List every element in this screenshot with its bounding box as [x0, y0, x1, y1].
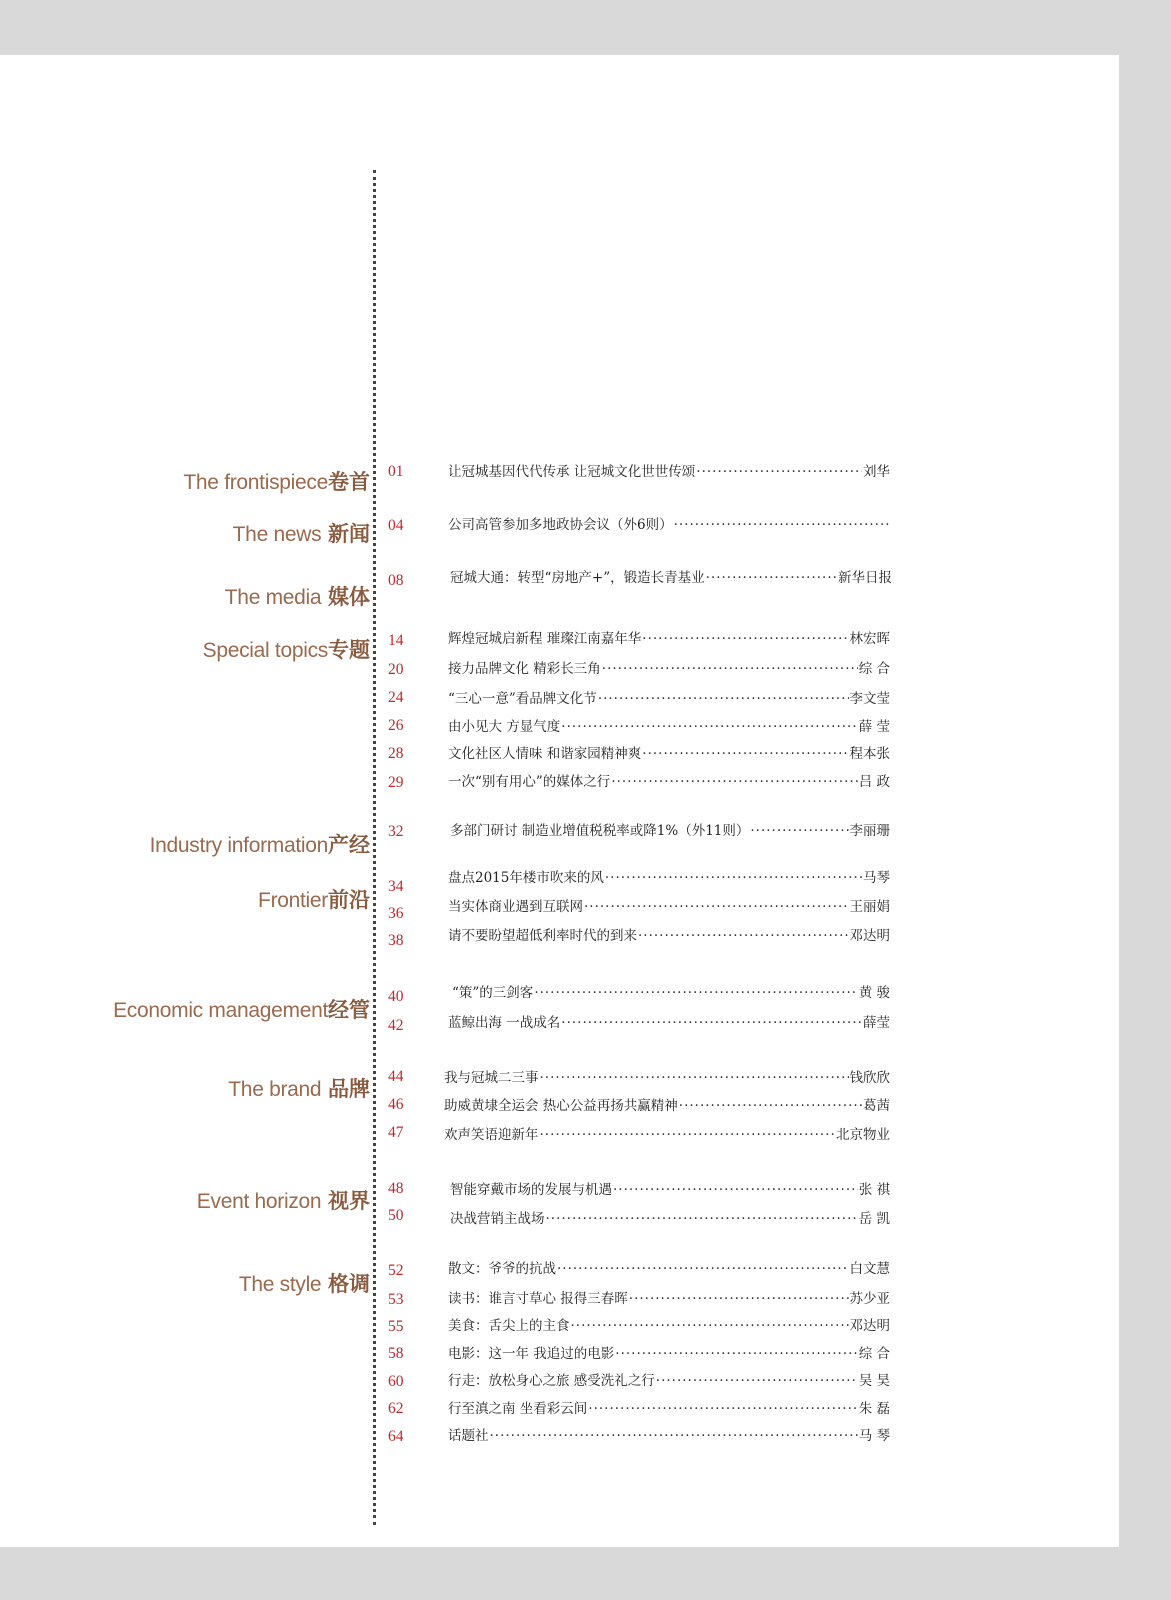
- entry-author: 白文慧: [849, 1261, 890, 1277]
- entry-author: 李文莹: [849, 691, 890, 707]
- section-zh: 产经: [328, 832, 370, 857]
- dot-leader: [750, 822, 848, 840]
- section-heading: [0, 469, 370, 496]
- section-en: The frontispiece: [183, 471, 328, 494]
- section-en: The media: [224, 586, 322, 609]
- dot-leader: [696, 463, 862, 481]
- dot-leader: [605, 869, 862, 887]
- page-number: 58: [388, 1345, 404, 1362]
- dot-leader: [674, 516, 889, 534]
- entry-author: 吕 政: [858, 774, 890, 790]
- entry-author: 岳 凯: [858, 1211, 890, 1227]
- page-number: 52: [388, 1262, 404, 1279]
- entry-title: 盘点2015年楼市吹来的风: [448, 870, 604, 886]
- entry-title: 读书：谁言寸草心 报得三春晖: [448, 1291, 628, 1307]
- entry-title: 文化社区人情味 和谐家园精神爽: [448, 746, 642, 762]
- dot-leader: [534, 984, 857, 1002]
- dot-leader: [629, 1290, 849, 1308]
- entry-title: “三心一意”看品牌文化节: [448, 691, 597, 707]
- dot-leader: [611, 773, 857, 791]
- entry-author: 薛莹: [863, 1015, 890, 1031]
- entry-title: 接力品牌文化 精彩长三角: [448, 661, 601, 677]
- entry-author: 钱欣欣: [849, 1070, 890, 1086]
- page-number: 34: [388, 878, 404, 895]
- section-en: Economic management: [113, 999, 328, 1022]
- entry-author: 综 合: [858, 1346, 890, 1362]
- page-number: 28: [388, 745, 404, 762]
- dot-leader: [656, 1372, 858, 1390]
- page-number: 53: [388, 1291, 404, 1308]
- entry-title: 智能穿戴市场的发展与机遇: [450, 1182, 612, 1198]
- dot-leader: [598, 690, 849, 708]
- page-number: 32: [388, 823, 404, 840]
- section-en: Event horizon: [196, 1190, 322, 1213]
- entry-title: 辉煌冠城启新程 璀璨江南嘉年华: [448, 631, 642, 647]
- page-number: 40: [388, 988, 404, 1005]
- document-page: [0, 55, 1119, 1547]
- page-number: 50: [388, 1207, 404, 1224]
- dot-leader: [561, 1014, 862, 1032]
- section-en: Frontier: [258, 889, 328, 912]
- section-heading: [0, 1188, 370, 1215]
- page-number: 48: [388, 1180, 404, 1197]
- entry-title: 当实体商业遇到互联网: [448, 899, 583, 915]
- entry-title: 多部门研讨 制造业增值税税率或降1%（外11则）: [450, 823, 750, 839]
- entry-author: 程本张: [849, 746, 890, 762]
- entry-title: 请不要盼望超低利率时代的到来: [448, 928, 637, 944]
- entry-author: 马 琴: [858, 1428, 890, 1444]
- section-heading: [0, 997, 370, 1024]
- dot-leader: [706, 569, 837, 587]
- page-number: 46: [388, 1096, 404, 1113]
- section-heading: [0, 584, 370, 611]
- dot-leader: [557, 1260, 849, 1278]
- entry-author: 邓达明: [849, 1318, 890, 1334]
- entry-author: 王丽娟: [849, 899, 890, 915]
- entry-author: 林宏晖: [849, 631, 890, 647]
- entry-author: 吴 昊: [858, 1373, 890, 1389]
- entry-title: “策”的三剑客: [452, 985, 534, 1001]
- entry-author: 黄 骏: [858, 985, 890, 1001]
- page-number: 20: [388, 661, 404, 678]
- section-zh: 前沿: [328, 887, 370, 912]
- dot-leader: [602, 660, 858, 678]
- dot-leader: [540, 1126, 836, 1144]
- section-heading: [0, 1076, 370, 1103]
- entry-author: 马琴: [863, 870, 890, 886]
- page-number: 62: [388, 1400, 404, 1417]
- dot-leader: [540, 1069, 849, 1087]
- entry-title: 电影：这一年 我追过的电影: [448, 1346, 615, 1362]
- entry-author: 张 祺: [858, 1182, 890, 1198]
- section-zh: 媒体: [328, 584, 370, 609]
- page-number: 44: [388, 1068, 404, 1085]
- section-zh: 专题: [328, 637, 370, 662]
- entry-title: 美食：舌尖上的主食: [448, 1318, 570, 1334]
- page-number: 26: [388, 717, 404, 734]
- page-number: 64: [388, 1428, 404, 1445]
- section-zh: 格调: [328, 1271, 370, 1296]
- section-en: The brand: [228, 1078, 322, 1101]
- page-number: 29: [388, 774, 404, 791]
- entry-title: 助威黄埭全运会 热心公益再扬共赢精神: [444, 1098, 678, 1114]
- dot-leader: [546, 1210, 858, 1228]
- section-heading: [0, 832, 370, 859]
- page-number: 47: [388, 1124, 404, 1141]
- entry-title: 公司高管参加多地政协会议（外6则）: [448, 517, 673, 533]
- page-number: 60: [388, 1373, 404, 1390]
- dot-leader: [615, 1345, 857, 1363]
- entry-author: 朱 磊: [858, 1401, 890, 1417]
- entry-author: 苏少亚: [849, 1291, 890, 1307]
- page-number: 01: [388, 463, 404, 480]
- entry-author: 葛茜: [863, 1098, 890, 1114]
- entry-title: 我与冠城二三事: [444, 1070, 539, 1086]
- dot-leader: [642, 745, 848, 763]
- entry-author: 邓达明: [849, 928, 890, 944]
- dot-leader: [638, 927, 849, 945]
- dot-leader: [679, 1097, 862, 1115]
- page-number: 24: [388, 689, 404, 706]
- entry-title: 话题社: [448, 1428, 489, 1444]
- entry-author: 刘华: [863, 464, 890, 480]
- entry-title: 欢声笑语迎新年: [444, 1127, 539, 1143]
- section-heading: [0, 637, 370, 664]
- dot-leader: [571, 1317, 849, 1335]
- entry-title: 决战营销主战场: [450, 1211, 545, 1227]
- page-number: 55: [388, 1318, 404, 1335]
- page-number: 08: [388, 572, 404, 589]
- section-zh: 品牌: [328, 1076, 370, 1101]
- page-number: 42: [388, 1017, 404, 1034]
- entry-title: 让冠城基因代代传承 让冠城文化世世传颂: [448, 464, 696, 480]
- page-number: 04: [388, 517, 404, 534]
- section-en: Industry information: [149, 834, 328, 857]
- section-zh: 新闻: [328, 521, 370, 546]
- entry-title: 行走：放松身心之旅 感受洗礼之行: [448, 1373, 655, 1389]
- entry-title: 冠城大通：转型“房地产+”，锻造长青基业: [450, 570, 705, 586]
- section-heading: [0, 887, 370, 914]
- entry-author: 北京物业: [836, 1127, 890, 1143]
- section-en: Special topics: [202, 639, 328, 662]
- dotted-divider: [373, 170, 376, 1525]
- dot-leader: [613, 1181, 858, 1199]
- section-heading: [0, 1271, 370, 1298]
- entry-title: 一次“别有用心”的媒体之行: [448, 774, 611, 790]
- entry-author: 综 合: [858, 661, 890, 677]
- entry-title: 蓝鲸出海 一战成名: [448, 1015, 561, 1031]
- section-en: The style: [238, 1273, 322, 1296]
- section-zh: 卷首: [328, 469, 370, 494]
- entry-author: 李丽珊: [849, 823, 890, 839]
- dot-leader: [561, 718, 857, 736]
- page-number: 14: [388, 632, 404, 649]
- entry-title: 由小见大 方显气度: [448, 719, 561, 735]
- section-zh: 经管: [328, 997, 370, 1022]
- entry-author: 新华日报: [838, 570, 892, 586]
- section-en: The news: [232, 523, 322, 546]
- entry-title: 行至滇之南 坐看彩云间: [448, 1401, 588, 1417]
- page-number: 38: [388, 932, 404, 949]
- section-zh: 视界: [328, 1188, 370, 1213]
- dot-leader: [642, 630, 848, 648]
- entry-author: 薛 莹: [858, 719, 890, 735]
- entry-title: 散文：爷爷的抗战: [448, 1261, 556, 1277]
- dot-leader: [588, 1400, 857, 1418]
- page-number: 36: [388, 905, 404, 922]
- dot-leader: [490, 1427, 858, 1445]
- dot-leader: [584, 898, 849, 916]
- section-heading: [0, 521, 370, 548]
